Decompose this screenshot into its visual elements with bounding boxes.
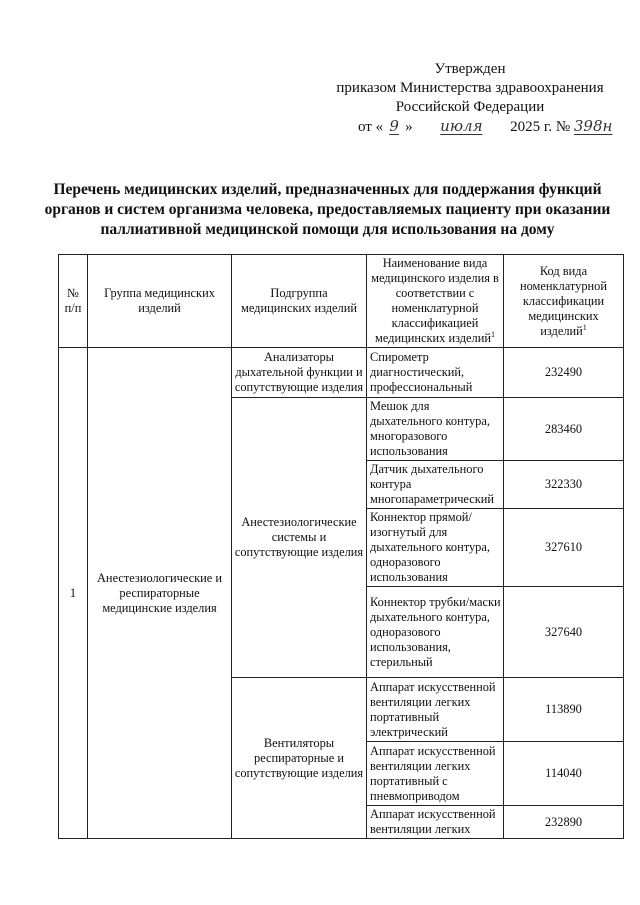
document-title: Перечень медицинских изделий, предназначенных для поддержания функций органов и систем организма человека, предоставляемых пациенту при оказании паллиативной медицинской помощи для использования на дому [44, 181, 611, 238]
device-code: 232490 [504, 348, 624, 398]
device-name: Мешок для дыхательного контура, многоразового использования [367, 398, 504, 461]
table-header-row [59, 255, 624, 348]
order-number: 398н [573, 117, 613, 135]
approval-date-line [300, 117, 640, 137]
header-group: Группа медицинских изделий [88, 255, 232, 348]
header-subgroup: Подгруппа медицинских изделий [232, 255, 367, 348]
date-day: 9 [389, 117, 399, 135]
device-code: 114040 [504, 742, 624, 806]
device-name: Аппарат искусственной вентиляции легких [367, 806, 504, 839]
device-code: 283460 [504, 398, 624, 461]
approval-line-2: приказом Министерства здравоохранения [336, 80, 604, 96]
header-num: № п/п [59, 255, 88, 348]
device-code: 327610 [504, 509, 624, 587]
device-code: 113890 [504, 678, 624, 742]
approval-line-3: Российской Федерации [395, 99, 545, 115]
table-row [59, 348, 624, 398]
devices-table [58, 254, 624, 839]
device-name: Аппарат искусственной вентиляции легких портативный электрический [367, 678, 504, 742]
approval-line-1: Утвержден [434, 61, 506, 77]
device-name: Датчик дыхательного контура многопараметрический [367, 461, 504, 509]
date-year: 2025 г. № [510, 119, 571, 135]
date-prefix: от « [358, 119, 384, 135]
row-number: 1 [59, 348, 88, 839]
device-name: Коннектор трубки/маски дыхательного контура, одноразового использования, стерильный [367, 587, 504, 678]
device-code: 232890 [504, 806, 624, 839]
group-name: Анестезиологические и респираторные медицинские изделия [88, 348, 232, 839]
date-month: июля [440, 117, 483, 135]
device-name: Спирометр диагностический, профессиональный [367, 348, 504, 398]
subgroup-name: Вентиляторы респираторные и сопутствующие изделия [232, 678, 367, 839]
device-code: 322330 [504, 461, 624, 509]
header-code: Код вида номенклатурной классификации медицинских изделий$^1$ [504, 255, 624, 348]
date-day-close: » [405, 119, 413, 135]
device-name: Коннектор прямой/изогнутый для дыхательного контура, одноразового использования [367, 509, 504, 587]
subgroup-name: Анализаторы дыхательной функции и сопутствующие изделия [232, 348, 367, 398]
header-name: Наименование вида медицинского изделия в соответствии с номенклатурной классификацией медицинских изделий$^1$ [367, 255, 504, 348]
subgroup-name: Анестезиологические системы и сопутствующие изделия [232, 398, 367, 678]
device-name: Аппарат искусственной вентиляции легких портативный с пневмоприводом [367, 742, 504, 806]
approval-block [300, 60, 640, 137]
device-code: 327640 [504, 587, 624, 678]
